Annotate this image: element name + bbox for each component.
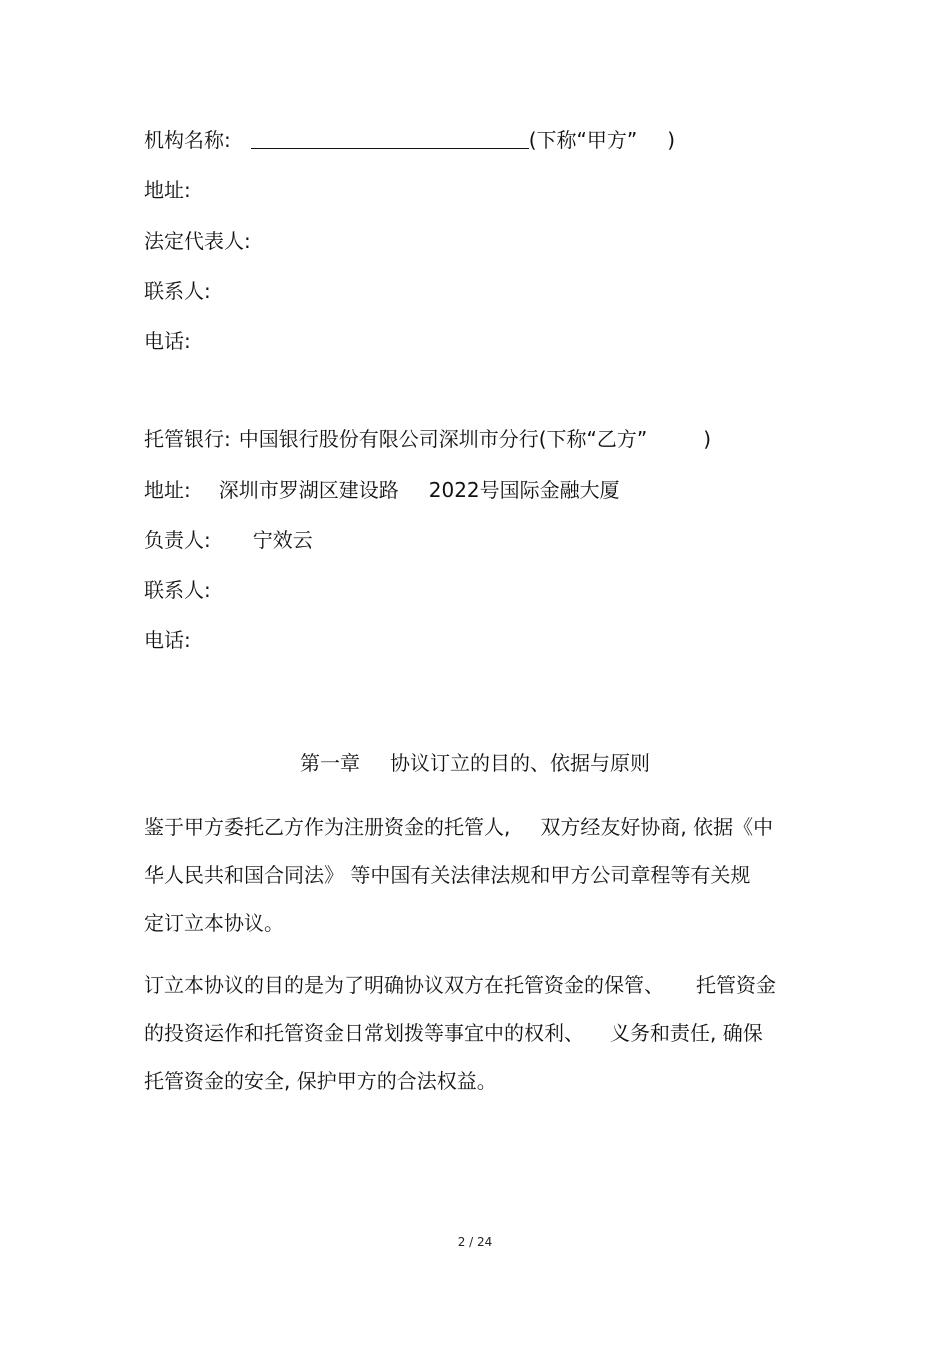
party-a-name-label: 机构名称: [144, 128, 231, 152]
party-b-bank-name: 中国银行股份有限公司深圳市分行(下称“乙方” [238, 427, 648, 451]
chapter-heading [0, 750, 950, 776]
para1-line2: 华人民共和国合同法》 等中国有关法律法规和甲方公司章程等有关规 [144, 863, 751, 887]
party-a-phone: 电话: [144, 329, 191, 353]
party-a-address: 地址: [144, 178, 191, 202]
party-a-legal-rep: 法定代表人: [144, 229, 251, 253]
para1-line1 [144, 814, 773, 840]
party-b-address-label: 地址: [144, 478, 191, 502]
party-a-name-row [144, 127, 675, 153]
party-b-head-name: 宁效云 [252, 528, 313, 552]
chapter-title: 协议订立的目的、依据与原则 [390, 751, 650, 775]
party-b-contact: 联系人: [144, 578, 211, 602]
party-b-address-part2: 2022号国际金融大厦 [428, 478, 620, 502]
party-a-contact: 联系人: [144, 279, 211, 303]
para1-line3: 定订立本协议。 [144, 911, 284, 935]
party-a-name-suffix: (下称“甲方” [528, 128, 638, 152]
party-b-head-label: 负责人: [144, 528, 211, 552]
party-b-bank-close: ) [703, 427, 712, 451]
chapter-number: 第一章 [300, 751, 360, 775]
party-b-address-row [144, 477, 620, 503]
para2-line2 [144, 1020, 763, 1046]
para2-line2-b: 义务和责任, 确保 [610, 1021, 763, 1045]
para2-line1-b: 托管资金 [696, 973, 776, 997]
para2-line3: 托管资金的安全, 保护甲方的合法权益。 [144, 1069, 497, 1093]
party-a-name-blank [251, 128, 529, 149]
para2-line1 [144, 972, 776, 998]
para1-line1-a: 鉴于甲方委托乙方作为注册资金的托管人, [144, 815, 511, 839]
party-b-head-row [144, 527, 313, 553]
para1-line1-b: 双方经友好协商, 依据《中 [540, 815, 774, 839]
party-a-name-close: ) [667, 128, 676, 152]
para2-line1-a: 订立本协议的目的是为了明确协议双方在托管资金的保管、 [144, 973, 664, 997]
party-b-address-part1: 深圳市罗湖区建设路 [218, 478, 399, 502]
para2-line2-a: 的投资运作和托管资金日常划拨等事宜中的权利、 [144, 1021, 584, 1045]
party-b-bank-row [144, 426, 711, 452]
party-b-bank-label: 托管银行: [144, 427, 231, 451]
page-number: 2 / 24 [457, 1235, 493, 1249]
party-b-phone: 电话: [144, 628, 191, 652]
